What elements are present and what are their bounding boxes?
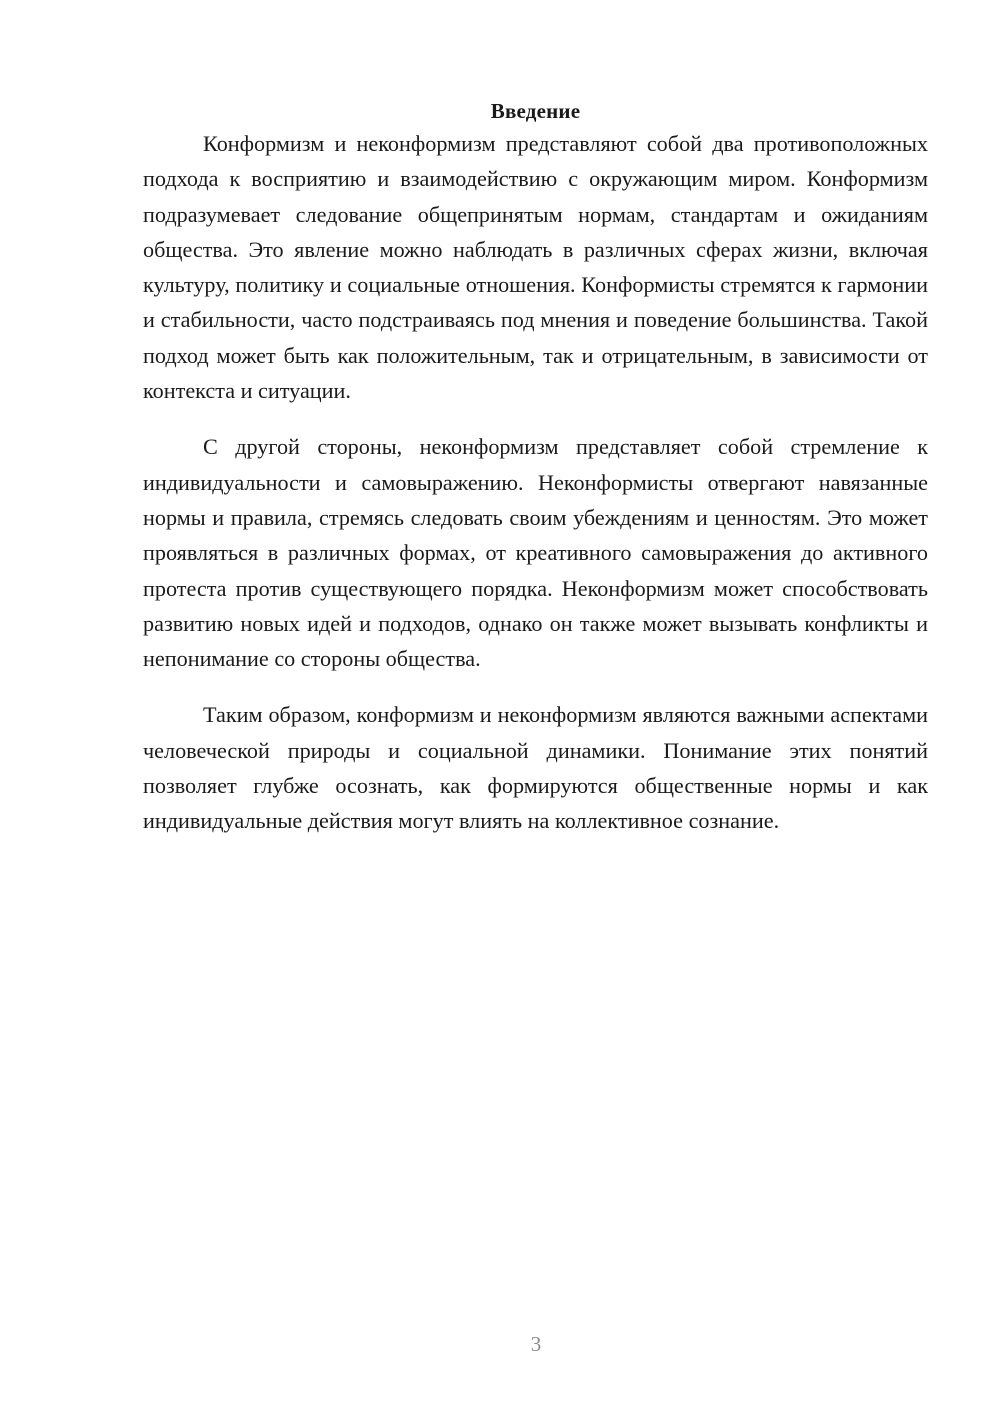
page-content [143, 96, 928, 839]
section-heading: Введение [490, 99, 581, 123]
paragraph-2: С другой стороны, неконформизм представляет собой стремление к индивидуальности и самовыражению. Неконформисты отвергают навязанные нормы и правила, стремясь следовать своим убеждениям и ценностям. Это может проявляться в различных формах, от креативного самовыражения до активного протеста против существующего порядка. Неконформизм может способствовать развитию новых идей и подходов, однако он также может вызывать конфликты и непонимание со стороны общества. [143, 434, 928, 672]
page-number: 3 [530, 1332, 542, 1356]
paragraph-3: Таким образом, конформизм и неконформизм являются важными аспектами человеческой природы и социальной динамики. Понимание этих понятий позволяет глубже осознать, как формируются общественные нормы и как индивидуальные действия могут влиять на коллективное сознание. [143, 702, 928, 834]
paragraph-1: Конформизм и неконформизм представляют собой два противоположных подхода к восприятию и взаимодействию с окружающим миром. Конформизм подразумевает следование общепринятым нормам, стандартам и ожиданиям общества. Это явление можно наблюдать в различных сферах жизни, включая культуру, политику и социальные отношения. Конформисты стремятся к гармонии и стабильности, часто подстраиваясь под мнения и поведение большинства. Такой подход может быть как положительным, так и отрицательным, в зависимости от контекста и ситуации. [143, 131, 928, 404]
